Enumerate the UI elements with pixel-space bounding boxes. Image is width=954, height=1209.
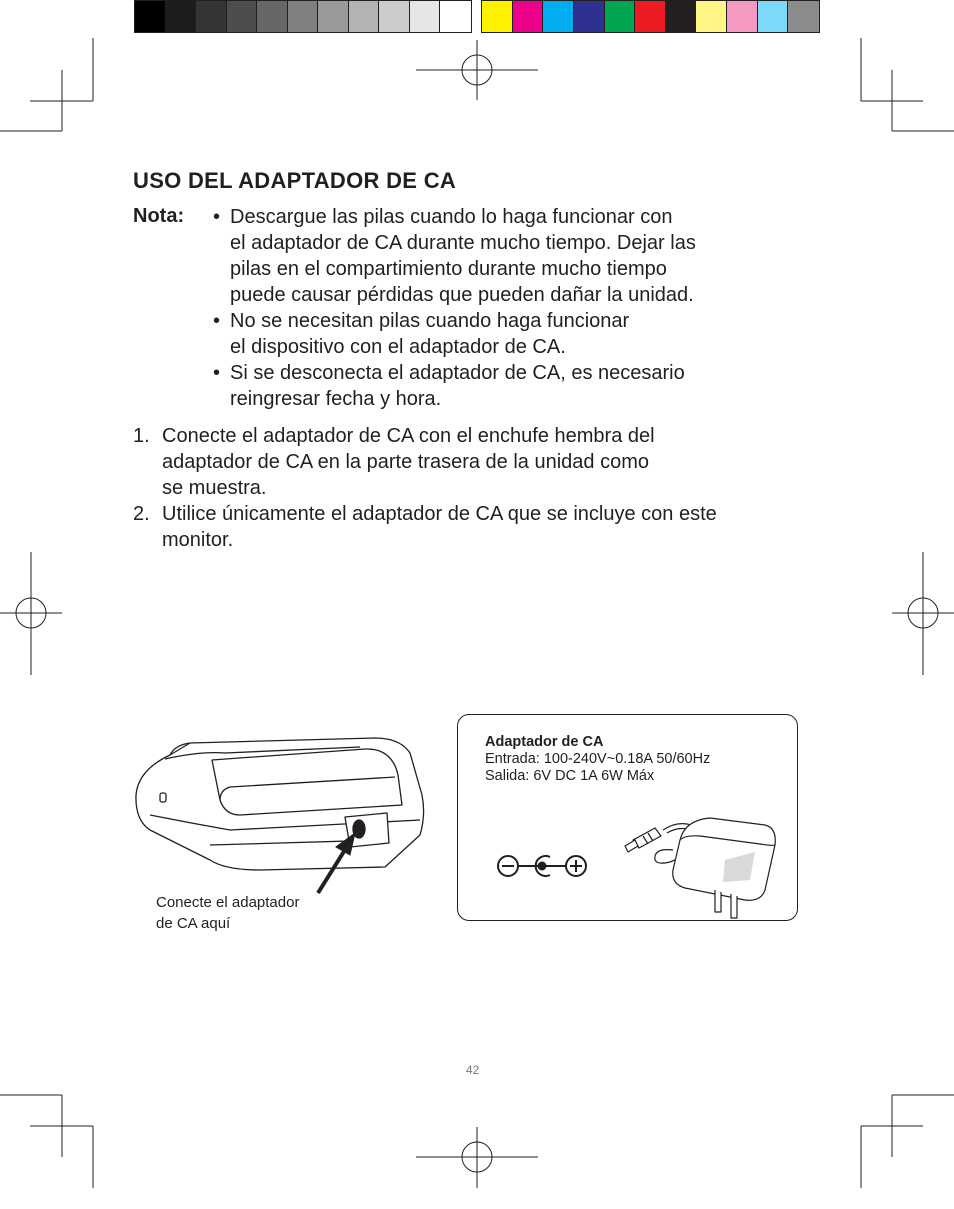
adapter-input: Entrada: 100-240V~0.18A 50/60Hz bbox=[485, 751, 711, 767]
bullet-dot: • bbox=[213, 206, 221, 228]
nota-label: Nota: bbox=[133, 205, 185, 227]
step-line: Conecte el adaptador de CA con el enchufe hembra del bbox=[162, 425, 655, 447]
step-item bbox=[133, 501, 793, 553]
step-line: adaptador de CA en la parte trasera de la unidad como bbox=[162, 451, 649, 473]
step-line: Utilice únicamente el adaptador de CA que se incluye con este bbox=[162, 503, 717, 525]
bullet-line: reingresar fecha y hora. bbox=[230, 388, 442, 410]
ac-adapter-illustration bbox=[615, 800, 785, 920]
step-line: se muestra. bbox=[162, 477, 267, 499]
step-item bbox=[133, 423, 793, 501]
adapter-title: Adaptador de CA bbox=[485, 734, 604, 750]
bullet-item bbox=[213, 308, 773, 360]
caption-line: de CA aquí bbox=[156, 915, 231, 932]
polarity-center-negative-icon bbox=[494, 851, 590, 881]
bullet-line: Descargue las pilas cuando lo haga funcionar con bbox=[230, 206, 673, 228]
bullet-item bbox=[213, 360, 773, 412]
adapter-spec-text bbox=[485, 734, 710, 785]
bullet-line: pilas en el compartimiento durante mucho tiempo bbox=[230, 258, 667, 280]
bullet-line: el dispositivo con el adaptador de CA. bbox=[230, 336, 566, 358]
bullet-dot: • bbox=[213, 310, 221, 332]
bullet-line: Si se desconecta el adaptador de CA, es necesario bbox=[230, 362, 685, 384]
bullet-dot: • bbox=[213, 362, 221, 384]
connection-caption bbox=[156, 892, 299, 934]
bullet-line: No se necesitan pilas cuando haga funcionar bbox=[230, 310, 630, 332]
steps-list bbox=[133, 423, 793, 553]
step-line: monitor. bbox=[162, 529, 234, 551]
bullet-list bbox=[213, 204, 773, 412]
adapter-output: Salida: 6V DC 1A 6W Máx bbox=[485, 768, 655, 784]
step-number: 2. bbox=[133, 503, 150, 525]
section-title: USO DEL ADAPTADOR DE CA bbox=[133, 168, 457, 193]
caption-line: Conecte el adaptador bbox=[156, 894, 300, 911]
bullet-item bbox=[213, 204, 773, 308]
bullet-line: puede causar pérdidas que pueden dañar la unidad. bbox=[230, 284, 694, 306]
page-number: 42 bbox=[466, 1063, 480, 1077]
step-number: 1. bbox=[133, 425, 150, 447]
monitor-rear-illustration bbox=[130, 735, 430, 895]
bullet-line: el adaptador de CA durante mucho tiempo. Dejar las bbox=[230, 232, 696, 254]
